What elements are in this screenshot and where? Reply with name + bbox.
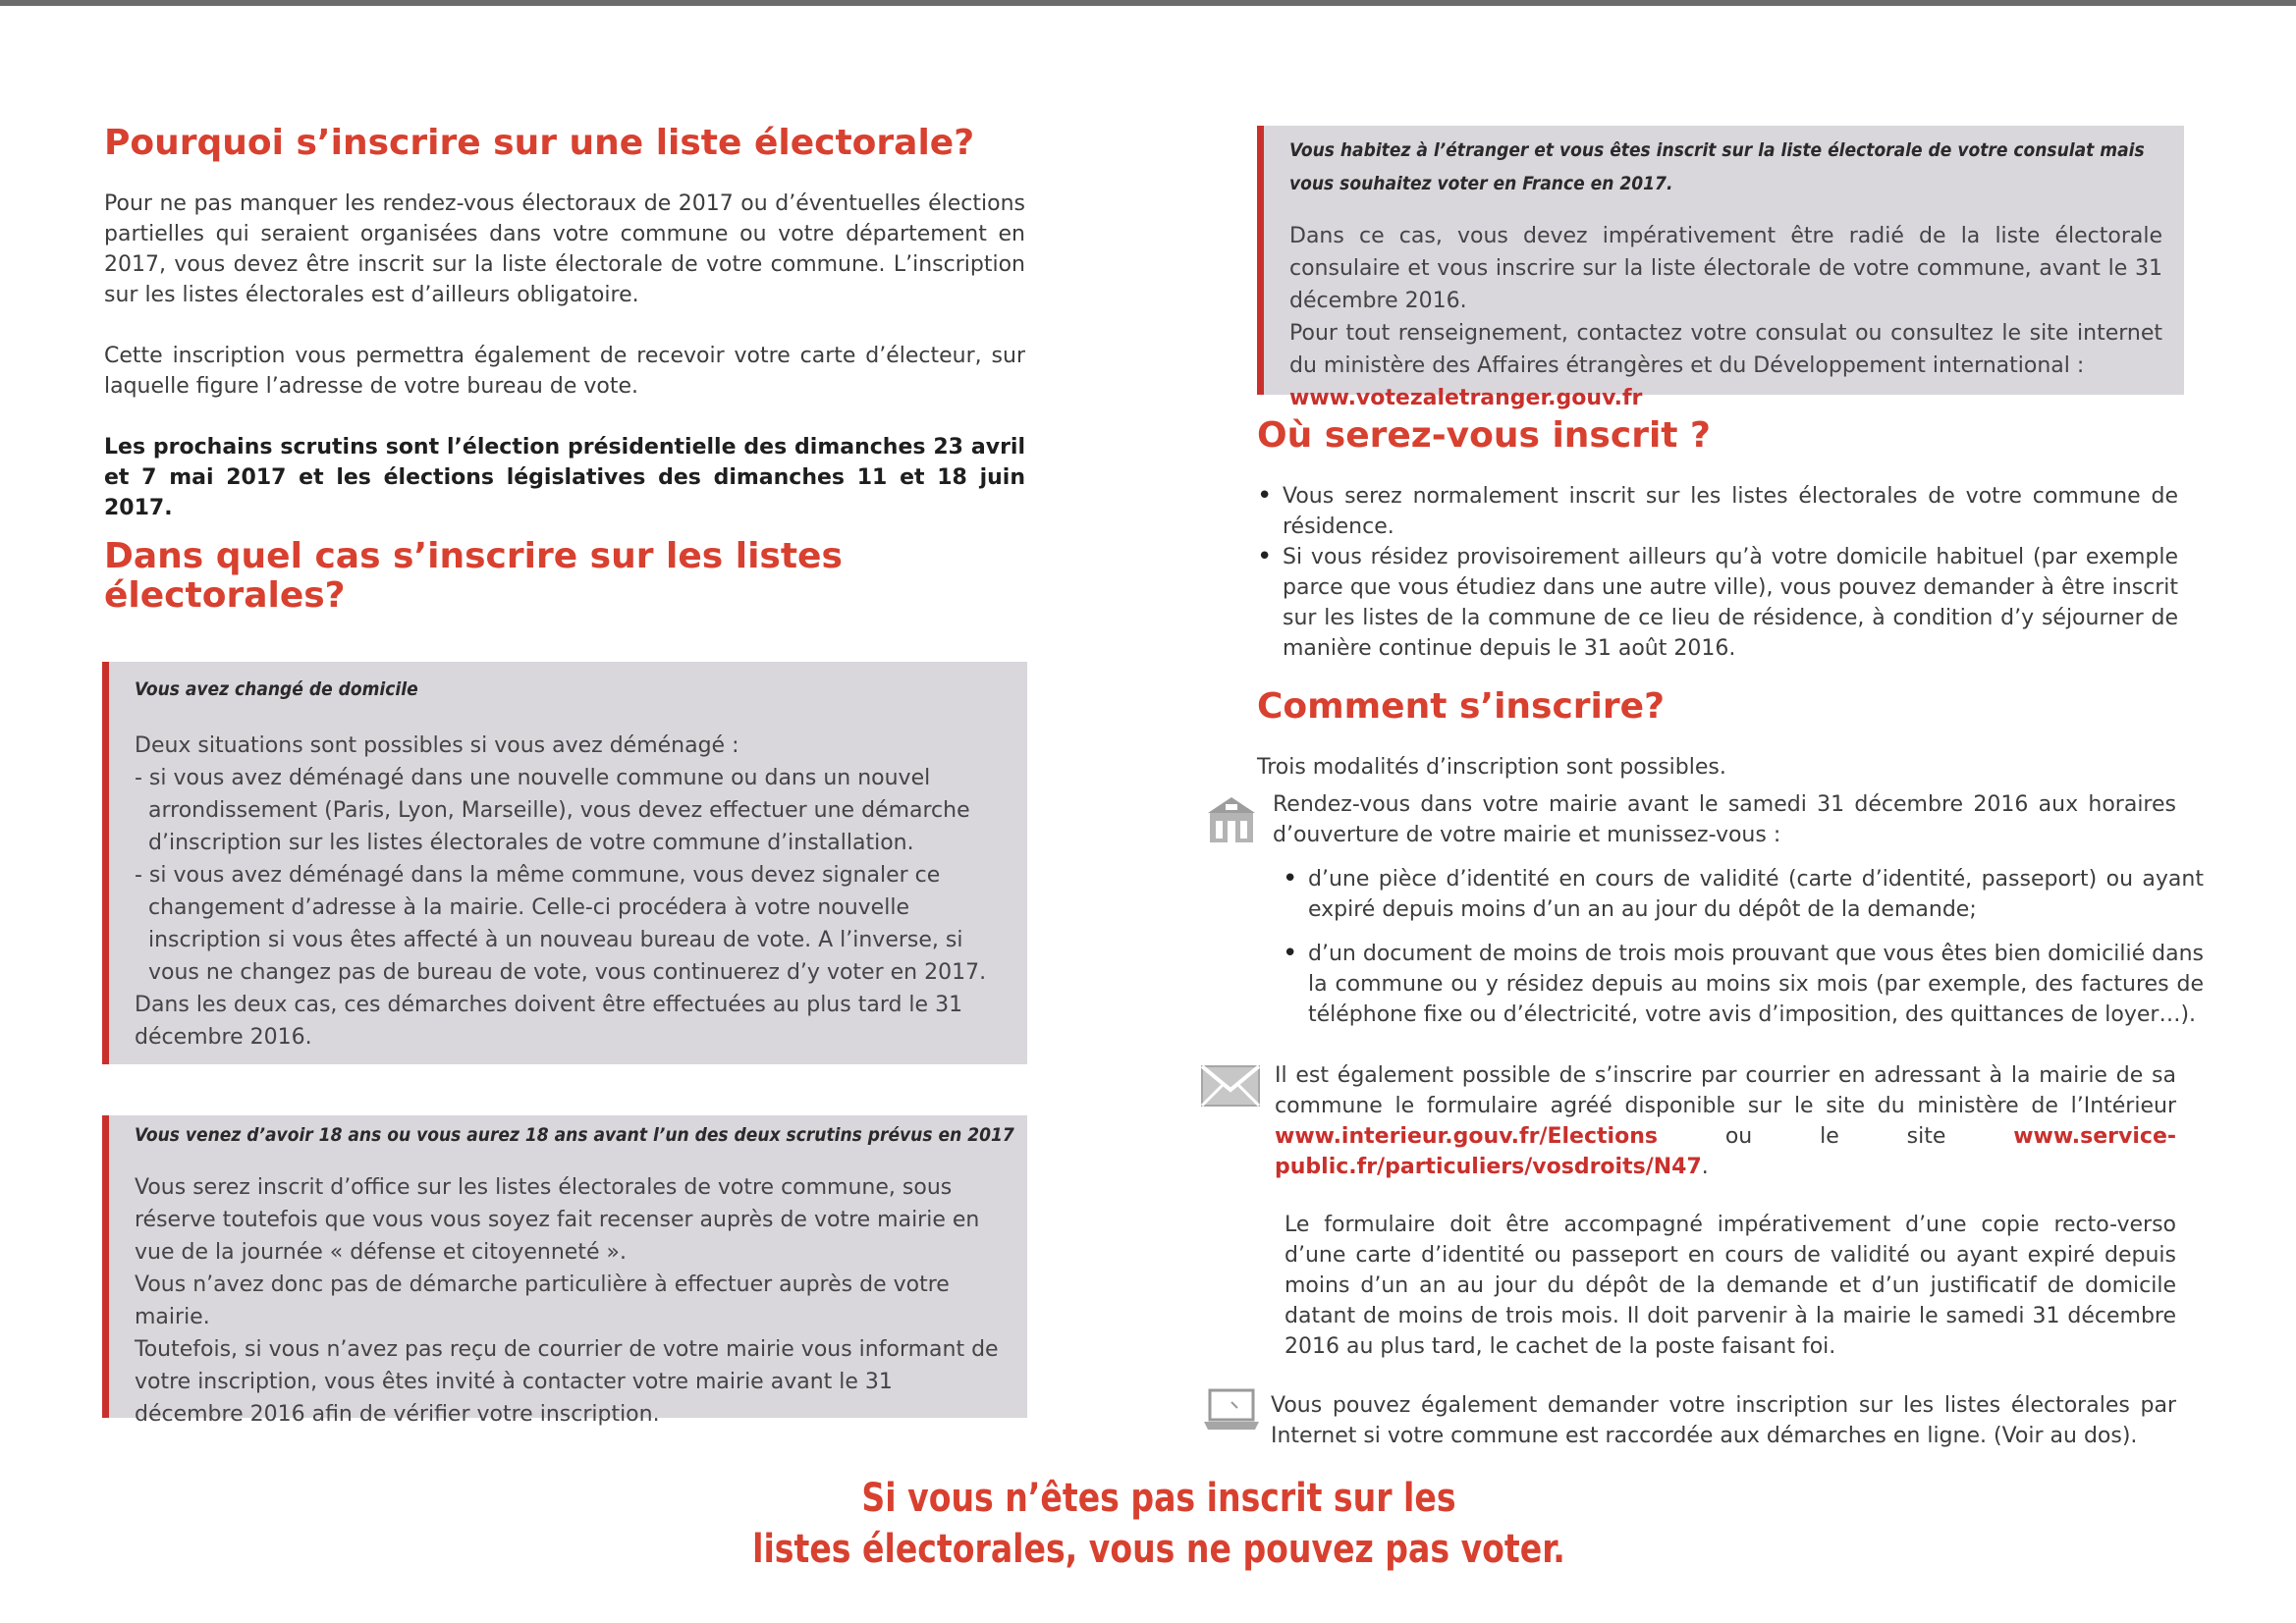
heading-comment-inscrire: Comment s’inscrire? <box>1257 686 1665 727</box>
box-title-etranger: Vous habitez à l’étranger et vous êtes inscrit sur la liste électorale de votre consulat mais vous souhaitez voter en France en 2017. <box>1289 139 2145 194</box>
list-documents <box>1283 864 2204 1030</box>
domicile-intro: Deux situations sont possibles si vous avez déménagé : <box>135 733 739 758</box>
courrier-connector: ou le site <box>1724 1124 1946 1149</box>
heading-pourquoi: Pourquoi s’inscrire sur une liste électorale? <box>104 123 975 163</box>
box-18-ans <box>102 1115 1027 1427</box>
left-column <box>104 120 1025 616</box>
footer-slogan-line-2: listes électorales, vous ne pouvez pas voter. <box>752 1527 1565 1572</box>
18-ans-paragraph-2: Vous n’avez donc pas de démarche particulière à effectuer auprès de votre mairie. <box>135 1272 950 1329</box>
list-item: • d’un document de moins de trois mois prouvant que vous êtes bien domicilié dans la commune ou y résidez depuis au moins six mois (par exemple, des factures de téléphone fixe ou d’électricité, votre avis d’imposition, des quittances de loyer…). <box>1308 939 2204 1030</box>
domicile-outro: Dans les deux cas, ces démarches doivent être effectuées au plus tard le 31 décembre 2016. <box>135 993 963 1050</box>
paragraph-formulaire: Le formulaire doit être accompagné impérativement d’une copie recto-verso d’une carte d’identité ou passeport en cours de validité ou ayant expiré depuis moins d’un an au jour du dépôt de la demande et d’un justificatif de domicile datant de moins de trois mois. Il doit parvenir à la mairie le samedi 31 décembre 2016 au plus tard, le cachet de la poste faisant foi. <box>1285 1213 2176 1359</box>
paragraph-mairie: Rendez-vous dans votre mairie avant le samedi 31 décembre 2016 aux horaires d’ouverture de votre mairie et munissez-vous : <box>1273 792 2176 847</box>
box-body-18-ans <box>135 1171 1008 1431</box>
box-title-domicile: Vous avez changé de domicile <box>135 678 418 700</box>
list-ou-inscrit <box>1257 481 2178 664</box>
town-hall-icon <box>1204 791 1259 846</box>
box-body-etranger <box>1289 220 2162 414</box>
paragraph-pourquoi: Pour ne pas manquer les rendez-vous électoraux de 2017 ou d’éventuelles élections partielles qui seraient organisées dans votre commune ou votre département en 2017, vous devez être inscrit sur la liste électorale de votre commune. L’inscription sur les listes électorales est d’ailleurs obligatoire. <box>104 191 1025 307</box>
envelope-icon <box>1200 1064 1261 1108</box>
footer-slogan-line-1: Si vous n’êtes pas inscrit sur les <box>861 1476 1456 1521</box>
heading-dans-quel-cas: Dans quel cas s’inscrire sur les listes électorales? <box>104 536 843 616</box>
domicile-item-meme-commune: - si vous avez déménagé dans la même commune, vous devez signaler ce changement d’adresse à la mairie. Celle-ci procédera à votre nouvelle inscription si vous êtes affecté à un nouveau bureau de vote. A l’inverse, si vous ne changez pas de bureau de vote, vous continuerez d’y voter en 2017. <box>135 863 987 985</box>
link-service-public[interactable]: www.service-public.fr/particuliers/vosdroits/N47 <box>1275 1124 2176 1179</box>
courrier-text: Il est également possible de s’inscrire par courrier en adressant à la mairie de sa commune le formulaire agréé disponible sur le site du ministère de l’Intérieur <box>1275 1063 2176 1118</box>
paragraph-courrier <box>1275 1060 2176 1182</box>
link-interieur-elections[interactable]: www.interieur.gouv.fr/Elections <box>1275 1124 1658 1149</box>
box-etranger <box>1257 126 2184 410</box>
footer-slogan <box>671 1473 1647 1575</box>
list-item: • d’une pièce d’identité en cours de validité (carte d’identité, passeport) ou ayant expiré depuis moins d’un an au jour du dépôt de la demande; <box>1308 864 2204 925</box>
right-column <box>1257 412 2178 783</box>
paragraph-internet: Vous pouvez également demander votre inscription sur les listes électorales par Internet si votre commune est raccordée aux démarches en ligne. (Voir au dos). <box>1271 1393 2176 1448</box>
paragraph-carte-electeur: Cette inscription vous permettra également de recevoir votre carte d’électeur, sur laquelle figure l’adresse de votre bureau de vote. <box>104 344 1025 399</box>
etranger-paragraph-2: Pour tout renseignement, contactez votre consulat ou consultez le site internet du ministère des Affaires étrangères et du Développement international : <box>1289 321 2162 378</box>
18-ans-paragraph-3: Toutefois, si vous n’avez pas reçu de courrier de votre mairie vous informant de votre inscription, vous êtes invité à contacter votre mairie avant le 31 décembre 2016 afin de vérifier votre inscription. <box>135 1337 999 1427</box>
list-item: • Vous serez normalement inscrit sur les listes électorales de votre commune de résidence. <box>1283 481 2178 542</box>
laptop-icon <box>1202 1388 1261 1432</box>
box-changement-domicile <box>102 662 1027 1064</box>
box-title-18-ans: Vous venez d’avoir 18 ans ou vous aurez 18 ans avant l’un des deux scrutins prévus en 2017 <box>135 1124 1014 1146</box>
paragraph-scrutins: Les prochains scrutins sont l’élection présidentielle des dimanches 23 avril et 7 mai 2017 et les élections législatives des dimanches 11 et 18 juin 2017. <box>104 435 1025 520</box>
domicile-item-nouvelle-commune: - si vous avez déménagé dans une nouvelle commune ou dans un nouvel arrondissement (Paris, Lyon, Marseille), vous devez effectuer une démarche d’inscription sur les listes électorales de votre commune d’installation. <box>135 766 970 855</box>
courrier-period: . <box>1701 1155 1709 1179</box>
scan-top-edge <box>0 0 2296 6</box>
18-ans-paragraph-1: Vous serez inscrit d’office sur les listes électorales de votre commune, sous réserve toutefois que vous vous soyez fait recenser auprès de votre mairie en vue de la journée « défense et citoyenneté ». <box>135 1175 980 1265</box>
paragraph-trois-modalites: Trois modalités d’inscription sont possibles. <box>1257 755 1726 780</box>
list-item: • Si vous résidez provisoirement ailleurs qu’à votre domicile habituel (par exemple parce que vous étudiez dans une autre ville), vous pouvez demander à être inscrit sur les listes de la commune de ce lieu de résidence, à condition d’y séjourner de manière continue depuis le 31 août 2016. <box>1283 542 2178 664</box>
link-votezaletranger[interactable]: www.votezaletranger.gouv.fr <box>1289 386 1643 410</box>
box-body-domicile <box>135 730 1008 1054</box>
etranger-paragraph-1: Dans ce cas, vous devez impérativement être radié de la liste électorale consulaire et vous inscrire sur la liste électorale de votre commune, avant le 31 décembre 2016. <box>1289 224 2162 313</box>
heading-ou-inscrit: Où serez-vous inscrit ? <box>1257 415 1711 456</box>
